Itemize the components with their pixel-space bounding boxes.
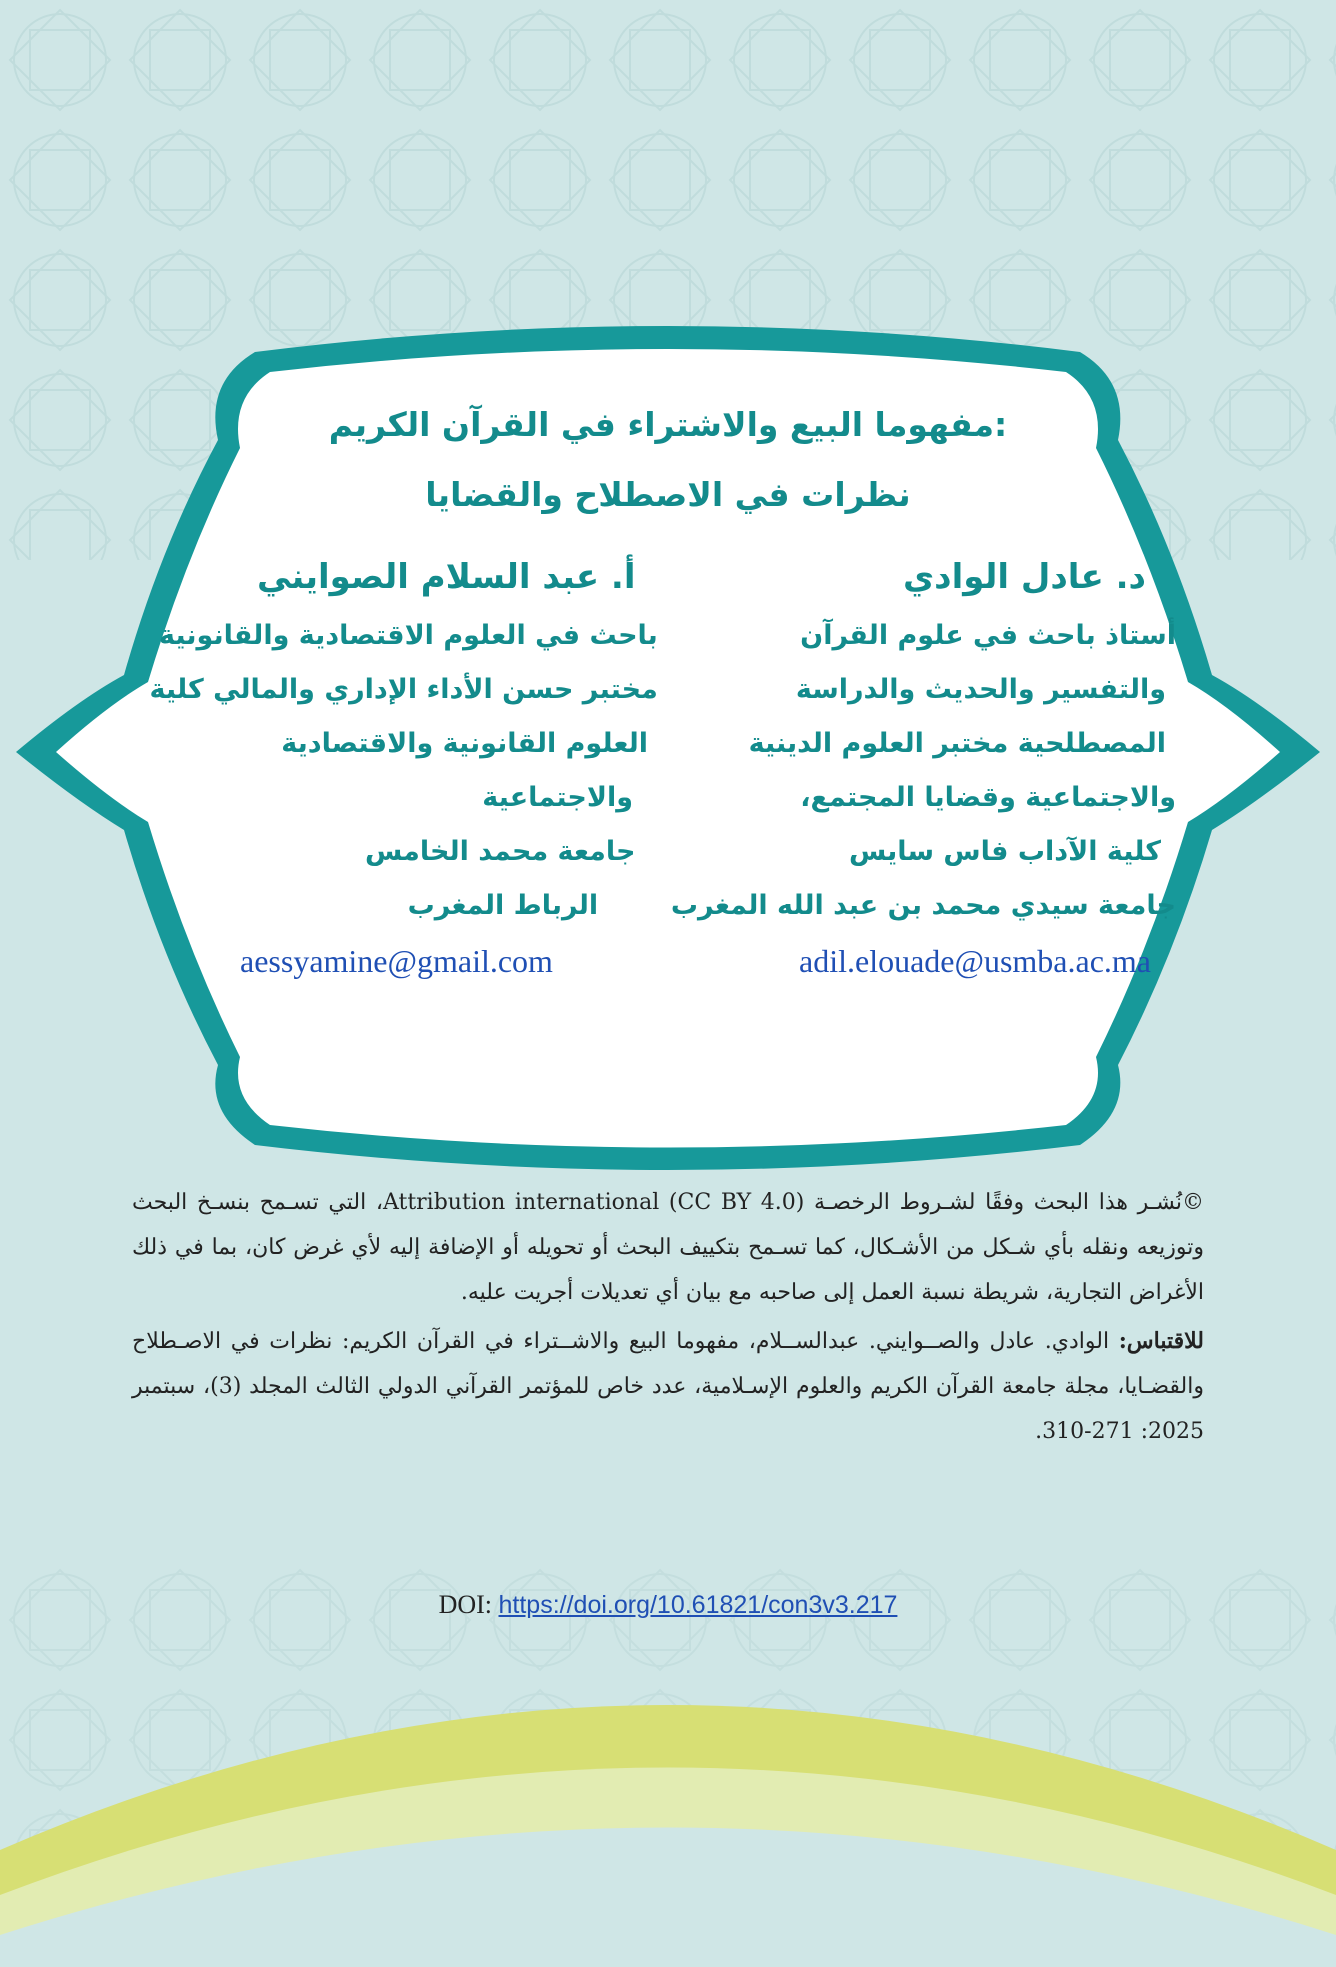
affiliation-right: والتفسير والحديث والدراسة [795, 674, 1166, 705]
doi-line [0, 1590, 1336, 1620]
emails-row [160, 933, 1176, 989]
affiliation-row [160, 879, 1176, 933]
title-line-2: نظرات في الاصطلاح والقضايا [425, 475, 911, 514]
authors-block [149, 545, 1176, 989]
citation [132, 1319, 1204, 1454]
affiliation-left: الرباط المغرب [407, 890, 599, 921]
affiliation-left: العلوم القانونية والاقتصادية [281, 728, 648, 759]
affiliation-row [160, 717, 1176, 771]
author-name-right: د. عادل الوادي [903, 557, 1146, 597]
doi-label: DOI: [438, 1590, 492, 1619]
license-text: ©نُشـر هذا البحث وفقًا لشـروط الرخصـة (Attribution international (CC BY 4.0، التي تسـمح بنسـخ البحث وتوزيعه ونقله بأي شـكل من الأشـكال، كما تسـمح بتكييف البحث أو تحويله أو الإضافة إليه لأي غرض كان، بما في ذلك الأغراض التجارية، شريطة نسبة العمل إلى صاحبه مع بيان أي تعديلات أجريت عليه. [132, 1190, 1204, 1305]
affiliation-left: باحث في العلوم الاقتصادية والقانونية [159, 620, 658, 651]
affiliation-left: جامعة محمد الخامس [365, 836, 636, 867]
email-left[interactable]: aessyamine@gmail.com [240, 943, 553, 979]
author-name-left: أ. عبد السلام الصوايني [256, 557, 636, 597]
affiliation-row [160, 609, 1176, 663]
affiliation-row [160, 825, 1176, 879]
doi-link[interactable]: https://doi.org/10.61821/con3v3.217 [498, 1591, 898, 1619]
title-line-1: مفهوما البيع والاشتراء في القرآن الكريم: [328, 405, 1008, 444]
affiliation-right: أستاذ باحث في علوم القرآن [800, 620, 1176, 651]
affiliation-row [149, 663, 1176, 717]
affiliation-left: مختبر حسن الأداء الإداري والمالي كلية [149, 674, 658, 705]
license-block [132, 1180, 1204, 1454]
affiliation-row [160, 771, 1176, 825]
author-names [160, 545, 1176, 609]
affiliation-right: كلية الآداب فاس سايس [849, 836, 1161, 867]
citation-text: الوادي. عادل والصــوايني. عبدالســلام، مفهوما البيع والاشــتراء في القرآن الكريم: نظرات في الاصـطلاح والقضـايا، مجلة جامعة القرآن الكريم والعلوم الإسـلامية، عدد خاص للمؤتمر القرآني الدولي الثالث المجلد (3)، سبتمبر 2025: 271-310. [132, 1329, 1204, 1444]
affiliation-right: جامعة سيدي محمد بن عبد الله المغرب [670, 890, 1176, 921]
email-right[interactable]: adil.elouade@usmba.ac.ma [799, 943, 1151, 979]
affiliation-left: والاجتماعية [482, 782, 633, 813]
title-block [150, 390, 1186, 530]
affiliation-right: المصطلحية مختبر العلوم الدينية [748, 728, 1166, 759]
citation-label: للاقتباس: [1118, 1328, 1204, 1354]
affiliation-right: والاجتماعية وقضايا المجتمع، [800, 782, 1176, 813]
